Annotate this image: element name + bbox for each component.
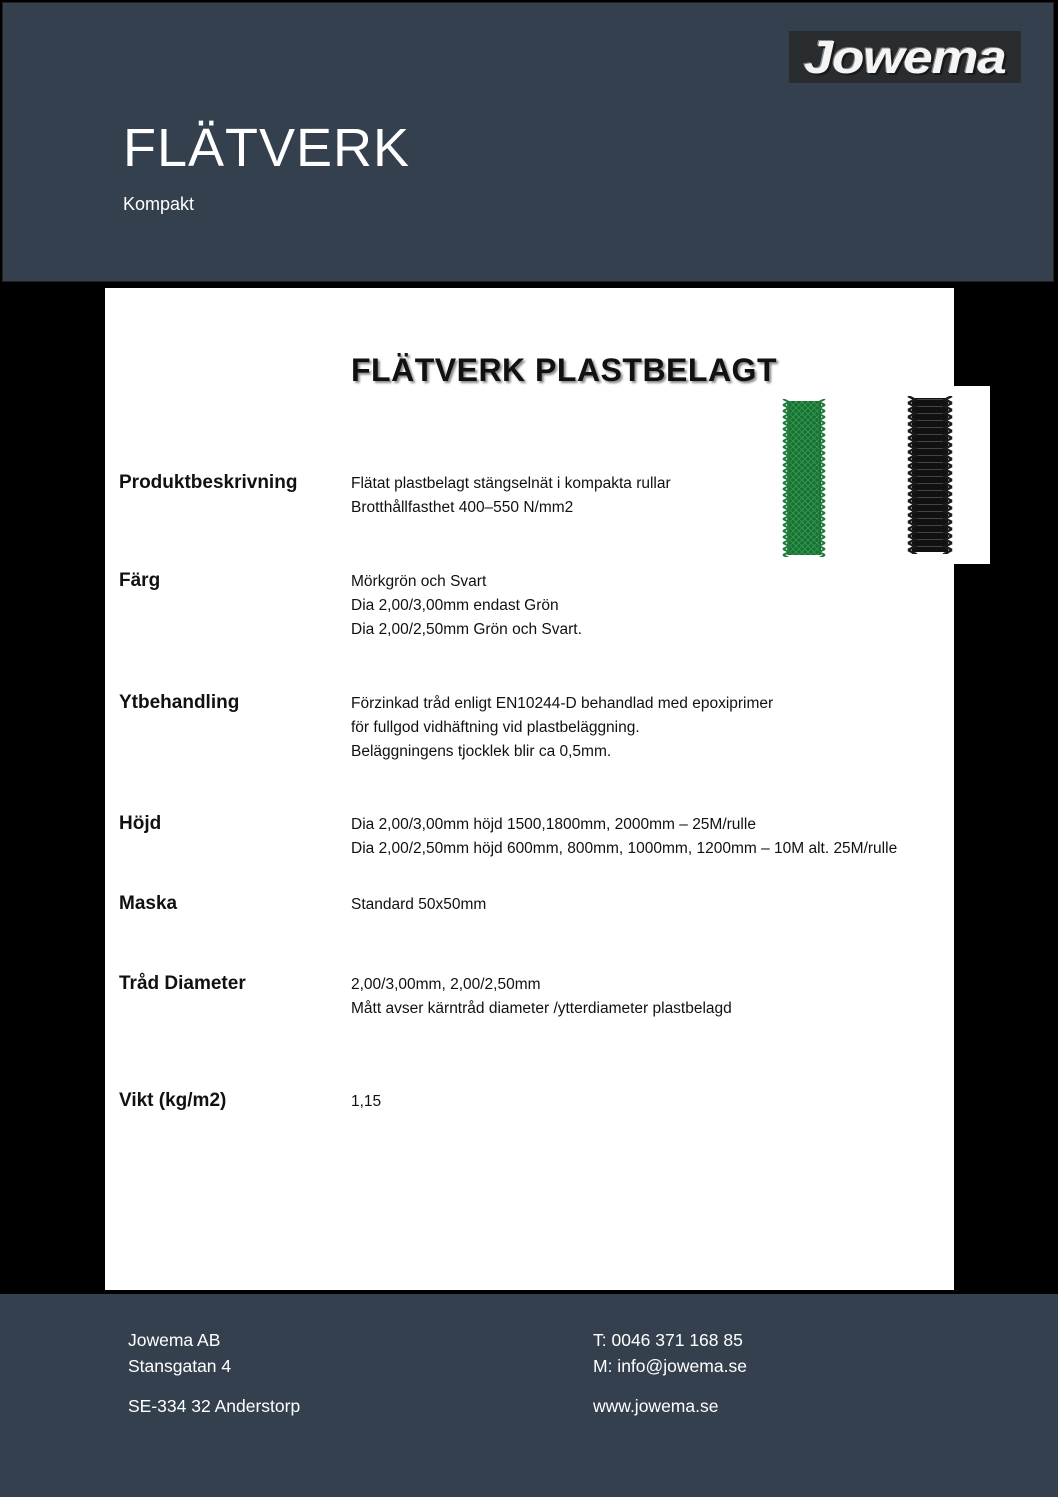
value-farg <box>351 570 582 642</box>
value-line: Standard 50x50mm <box>351 896 487 913</box>
label-vikt: Vikt (kg/m2) <box>119 1090 227 1111</box>
company-name: Jowema AB <box>128 1330 221 1350</box>
logo-text: Jowema <box>804 31 1006 83</box>
email-address[interactable]: M: info@jowema.se <box>593 1356 747 1376</box>
value-line: Förzinkad tråd enligt EN10244-D behandlad med epoxiprimer <box>351 695 774 712</box>
value-maska <box>351 893 486 917</box>
label-ytbehandling: Ytbehandling <box>119 692 240 713</box>
value-line: Dia 2,00/2,50mm höjd 600mm, 800mm, 1000mm, 1200mm – 10M alt. 25M/rulle <box>351 840 898 857</box>
website-link[interactable]: www.jowema.se <box>593 1396 719 1416</box>
jowema-logo <box>789 31 1021 83</box>
value-line: Flätat plastbelagt stängselnät i kompakta rullar <box>351 475 671 492</box>
value-line: Dia 2,00/2,50mm Grön och Svart. <box>351 621 582 638</box>
value-line: Mått avser kärntråd diameter /ytterdiameter plastbelagd <box>351 1000 732 1017</box>
value-line: 2,00/3,00mm, 2,00/2,50mm <box>351 976 541 993</box>
value-line: Brotthållfasthet 400–550 N/mm2 <box>351 499 574 516</box>
black-fence-roll-image <box>907 396 953 554</box>
value-line: för fullgod vidhäftning vid plastbeläggning. <box>351 719 640 736</box>
label-maska: Maska <box>119 893 178 914</box>
page-title: FLÄTVERK <box>123 118 411 178</box>
footer <box>0 1294 1058 1497</box>
street-address: Stansgatan 4 <box>128 1356 232 1376</box>
value-hojd <box>351 813 897 861</box>
label-hojd: Höjd <box>119 813 162 834</box>
value-trad-diameter <box>351 973 732 1021</box>
label-produktbeskrivning: Produktbeskrivning <box>119 472 298 493</box>
label-trad-diameter: Tråd Diameter <box>119 973 246 994</box>
value-produktbeskrivning <box>351 472 671 520</box>
value-line: Mörkgrön och Svart <box>351 573 487 590</box>
page-subtitle: Kompakt <box>123 194 195 214</box>
value-line: Beläggningens tjocklek blir ca 0,5mm. <box>351 743 612 760</box>
postal-address: SE-334 32 Anderstorp <box>128 1396 301 1416</box>
value-vikt <box>351 1090 381 1114</box>
value-line: Dia 2,00/3,00mm endast Grön <box>351 597 559 614</box>
value-line: 1,15 <box>351 1093 382 1110</box>
label-farg: Färg <box>119 570 161 591</box>
header-banner <box>2 2 1054 282</box>
value-line: Dia 2,00/3,00mm höjd 1500,1800mm, 2000mm – 25M/rulle <box>351 816 756 833</box>
product-heading: FLÄTVERK PLASTBELAGT <box>351 352 777 388</box>
value-ytbehandling <box>351 692 773 764</box>
image-backdrop <box>954 386 990 564</box>
phone-number: T: 0046 371 168 85 <box>593 1330 743 1350</box>
green-fence-roll-image <box>781 399 827 557</box>
